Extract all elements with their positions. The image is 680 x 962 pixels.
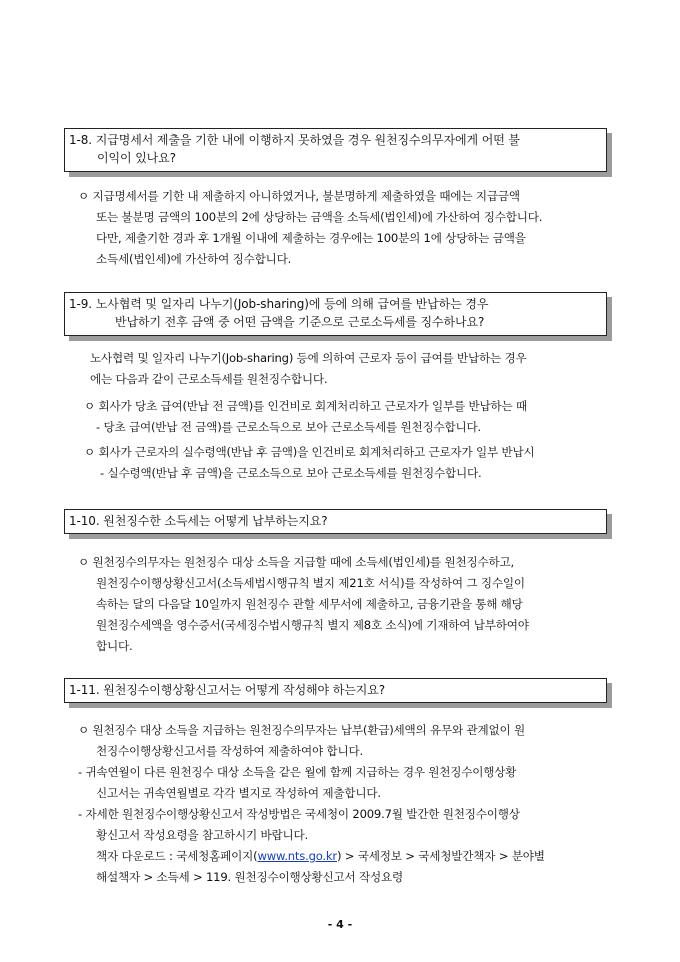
item-line: ㅇ 회사가 당초 급여(반납 전 금액)를 인건비로 회계처리하고 근로자가 일부를 반납하는 때 (84, 399, 527, 413)
answer-line: 속하는 달의 다음달 10일까지 원천징수 관할 세무서에 제출하고, 금융기관을 통해 해당 (96, 597, 523, 611)
answer-line: 원천징수이행상황신고서(소득세법시행규칙 별지 제21호 서식)를 작성하여 그 징수일이 (96, 576, 525, 590)
answer-line: - 자세한 원천징수이행상황신고서 작성방법은 국세청이 2009.7월 발간한 원천징수이행상 (78, 807, 520, 821)
answer-line: 소득세(법인세)에 가산하여 징수합니다. (96, 252, 292, 266)
answer-line: 다만, 제출기한 경과 후 1개월 이내에 제출하는 경우에는 100분의 1에 상당하는 금액을 (96, 231, 526, 245)
question-title: 1-8. 지급명세서 제출을 기한 내에 이행하지 못하였을 경우 원천징수의무자에게 어떤 불 (69, 133, 520, 147)
download-line (78, 846, 545, 867)
answer-line: ㅇ 원천징수 대상 소득을 지급하는 원천징수의무자는 납부(환급)세액의 유무와 관계없이 원 (78, 723, 526, 737)
download-path: ) > 국세정보 > 국세청발간책자 > 분야별 (337, 849, 545, 863)
nts-homepage-link[interactable]: www.nts.go.kr (257, 849, 337, 863)
question-box-1-9 (64, 292, 607, 336)
answer-1-8 (78, 186, 542, 270)
answer-1-10 (78, 552, 529, 657)
item-line: ㅇ 회사가 근로자의 실수령액(반납 후 금액)을 인건비로 회계처리하고 근로자가 일부 반납시 (84, 445, 535, 459)
answer-line: - 귀속연월이 다른 원천징수 대상 소득을 같은 월에 함께 지급하는 경우 원천징수이행상황 (78, 765, 517, 779)
question-title: 1-11. 원천징수이행상황신고서는 어떻게 작성해야 하는지요? (69, 683, 385, 697)
answer-1-11 (78, 720, 545, 888)
question-box-1-10 (64, 509, 607, 534)
answer-line: 신고서는 귀속연월별로 각각 별지로 작성하여 제출합니다. (96, 786, 381, 800)
answer-line: 원천징수세액을 영수증서(국세징수법시행규칙 별지 제8호 소식)에 기재하여 납부하여야 (96, 618, 529, 632)
answer-line: 천징수이행상황신고서를 작성하여 제출하여야 합니다. (96, 744, 363, 758)
answer-1-9-items (84, 396, 535, 484)
question-title: 1-10. 원천징수한 소득세는 어떻게 납부하는지요? (69, 514, 328, 528)
question-title: 1-9. 노사협력 및 일자리 나누기(Job-sharing)에 등에 의해 급여를 반납하는 경우 (69, 297, 489, 311)
answer-line: 합니다. (96, 639, 133, 653)
download-prefix: 책자 다운로드 : 국세청홈페이지( (96, 849, 258, 863)
question-title-cont: 반납하기 전후 금액 중 어떤 금액을 기준으로 근로소득세를 징수하나요? (115, 315, 485, 329)
question-box-1-11 (64, 678, 607, 703)
intro-line: 노사협력 및 일자리 나누기(Job-sharing) 등에 의하여 근로자 등이 급여를 반납하는 경우 (90, 351, 527, 365)
item-line: - 당초 급여(반납 전 금액)를 근로소득으로 보아 근로소득세를 원천징수합니다. (96, 420, 481, 434)
intro-line: 에는 다음과 같이 근로소득세를 원천징수합니다. (90, 372, 328, 386)
answer-line: 또는 불분명 금액의 100분의 2에 상당하는 금액을 소득세(법인세)에 가산하여 징수합니다. (96, 210, 543, 224)
item-line: - 실수령액(반납 후 금액)을 근로소득으로 보아 근로소득세를 원천징수합니다. (100, 466, 482, 480)
answer-1-9-intro (90, 348, 527, 390)
question-box-1-8 (64, 128, 607, 172)
answer-line: 해설책자 > 소득세 > 119. 원천징수이행상황신고서 작성요령 (96, 870, 403, 884)
question-title-cont: 이익이 있나요? (97, 151, 176, 165)
answer-line: 황신고서 작성요령을 참고하시기 바랍니다. (96, 828, 308, 842)
page-number: - 4 - (327, 918, 353, 931)
answer-line: ㅇ 원천징수의무자는 원천징수 대상 소득을 지급할 때에 소득세(법인세)를 원천징수하고, (78, 555, 515, 569)
answer-line: ㅇ 지급명세서를 기한 내 제출하지 아니하였거나, 불분명하게 제출하였을 때에는 지급금액 (78, 189, 520, 203)
